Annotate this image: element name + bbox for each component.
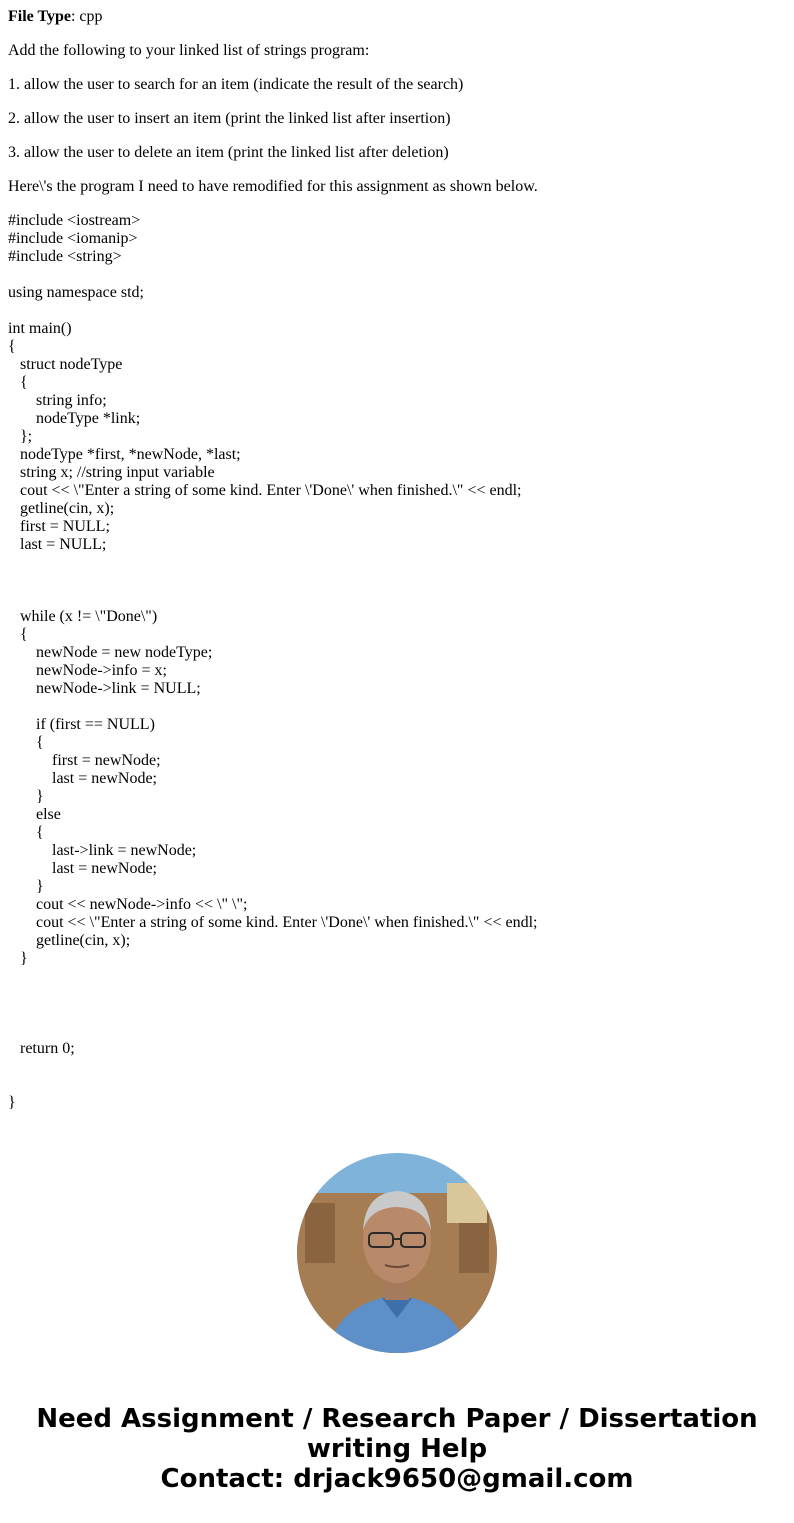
intro-text: Add the following to your linked list of strings program:	[8, 42, 370, 59]
code-line: cout << \"Enter a string of some kind. Enter \'Done\' when finished.\" << endl;	[8, 482, 522, 499]
file-type-label: File Type	[8, 8, 71, 25]
code-line	[8, 968, 786, 986]
code-line: cout << \"Enter a string of some kind. Enter \'Done\' when finished.\" << endl;	[8, 914, 538, 931]
code-line: newNode->link = NULL;	[8, 680, 201, 697]
code-line	[8, 1076, 786, 1094]
code-line: #include <iomanip>	[8, 230, 138, 247]
code-line	[8, 698, 786, 716]
code-block	[8, 212, 786, 1112]
code-line: }	[8, 950, 28, 967]
code-line: {	[8, 338, 16, 355]
code-line: {	[8, 734, 44, 751]
code-line: {	[8, 626, 28, 643]
file-type-line	[8, 8, 786, 26]
code-line: using namespace std;	[8, 284, 144, 301]
task-item: 1. allow the user to search for an item (indicate the result of the search)	[8, 76, 464, 93]
promo-banner	[0, 1404, 794, 1494]
code-line: string x; //string input variable	[8, 464, 215, 481]
code-line: else	[8, 806, 61, 823]
code-line: nodeType *link;	[8, 410, 141, 427]
task-item: 3. allow the user to delete an item (print the linked list after deletion)	[8, 144, 449, 161]
code-line: #include <iostream>	[8, 212, 141, 229]
code-line: }	[8, 1094, 16, 1111]
code-line: first = NULL;	[8, 518, 110, 535]
code-line	[8, 554, 786, 572]
code-line	[8, 1058, 786, 1076]
code-line: cout << newNode->info << \" \";	[8, 896, 248, 913]
code-line: string info;	[8, 392, 107, 409]
code-line	[8, 986, 786, 1004]
code-line: newNode->info = x;	[8, 662, 167, 679]
promo-line: writing Help	[306, 1434, 488, 1464]
code-line: getline(cin, x);	[8, 500, 115, 517]
code-line: };	[8, 428, 33, 445]
code-line: while (x != \"Done\")	[8, 608, 158, 625]
code-line	[8, 572, 786, 590]
promo-contact: Contact: drjack9650@gmail.com	[160, 1464, 634, 1494]
code-line	[8, 266, 786, 284]
promo-line: Need Assignment / Research Paper / Dissertation	[36, 1404, 758, 1434]
code-line	[8, 1022, 786, 1040]
code-line: int main()	[8, 320, 72, 337]
code-line: #include <string>	[8, 248, 122, 265]
code-line: {	[8, 374, 28, 391]
code-line: first = newNode;	[8, 752, 161, 769]
code-line	[8, 302, 786, 320]
code-line: newNode = new nodeType;	[8, 644, 213, 661]
code-line: last = newNode;	[8, 770, 157, 787]
code-line: last = newNode;	[8, 860, 157, 877]
code-line: }	[8, 878, 44, 895]
avatar-photo	[297, 1153, 497, 1353]
task-item: 2. allow the user to insert an item (print the linked list after insertion)	[8, 110, 451, 127]
avatar	[297, 1153, 497, 1353]
code-line: last = NULL;	[8, 536, 107, 553]
code-line: getline(cin, x);	[8, 932, 131, 949]
code-line: {	[8, 824, 44, 841]
code-line	[8, 1004, 786, 1022]
program-note: Here\'s the program I need to have remodified for this assignment as shown below.	[8, 178, 538, 195]
file-type-value: : cpp	[70, 8, 103, 25]
code-line: return 0;	[8, 1040, 75, 1057]
code-line: nodeType *first, *newNode, *last;	[8, 446, 241, 463]
code-line: }	[8, 788, 44, 805]
code-line: last->link = newNode;	[8, 842, 197, 859]
code-line: if (first == NULL)	[8, 716, 155, 733]
code-line	[8, 590, 786, 608]
code-line: struct nodeType	[8, 356, 123, 373]
